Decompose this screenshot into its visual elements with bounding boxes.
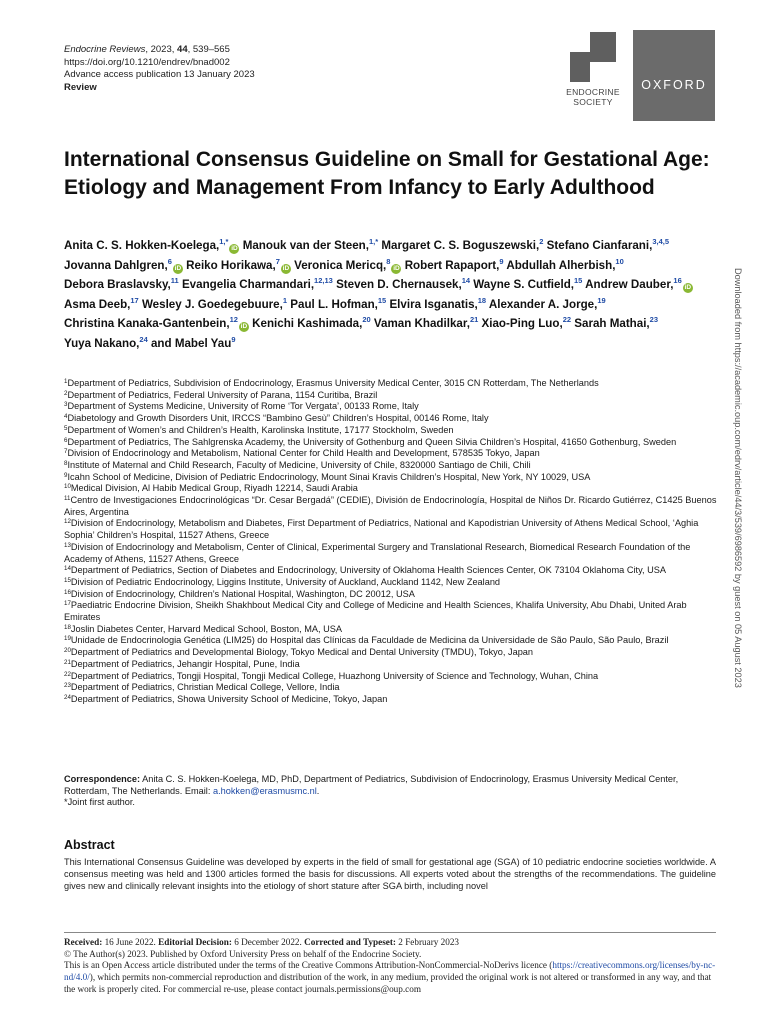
author-name[interactable] [547, 239, 669, 252]
affiliation-text: Department of Pediatrics, Subdivision of Endocrinology, Erasmus University Medical Center, 3015 CN Rotterdam, The Netherlands [67, 378, 599, 388]
affiliation-number: 22 [64, 670, 71, 678]
license [64, 960, 716, 995]
correspondence-label: Correspondence: [64, 774, 141, 784]
affiliation-text: Division of Endocrinology and Metabolism, National Center for Child Health and Development, 578535 Tokyo, Japan [67, 448, 540, 459]
affiliation-number: 13 [64, 541, 71, 549]
affiliation-list [64, 378, 724, 706]
affiliation-number: 17 [64, 600, 71, 608]
affiliation-text: Department of Pediatrics, Jehangir Hospital, Pune, India [70, 658, 300, 669]
affiliation-text: Medical Division, Al Habib Medical Group, Riyadh 12214, Saudi Arabia [70, 483, 358, 494]
article-title: International Consensus Guideline on Small for Gestational Age: Etiology and Management From Infancy to Early Adulthood [64, 148, 710, 199]
author-affiliation-ref[interactable]: 14 [461, 276, 471, 286]
affiliation-number: 5 [64, 424, 68, 432]
author-affiliation-ref[interactable]: 12 [229, 315, 238, 325]
author-name[interactable] [389, 295, 487, 311]
author-name[interactable] [336, 278, 470, 291]
orcid-icon[interactable]: iD [684, 284, 692, 292]
logo-notch-2 [590, 62, 616, 82]
author-affiliation-ref[interactable]: 11 [170, 276, 179, 286]
author-affiliation-ref[interactable]: 9 [499, 256, 504, 266]
affiliation-item [64, 437, 724, 449]
author-affiliation-ref[interactable]: 24 [139, 334, 148, 344]
correspondence-body: Anita C. S. Hokken-Koelega, MD, PhD, Department of Pediatrics, Subdivision of Endocrinology, Erasmus University Medical Center, Rotterdam, The Netherlands. Email: [64, 774, 679, 796]
affiliation-text: Department of Pediatrics, Tongji Hospital, Tongji Medical College, Huazhong University of Science and Technology, Wuhan, China [70, 670, 599, 681]
author-name[interactable] [141, 295, 288, 311]
affiliation-item [64, 659, 724, 671]
article-type: Review [64, 81, 97, 93]
author-name[interactable] [64, 317, 249, 330]
affiliation-number: 20 [64, 647, 71, 655]
author-name[interactable] [243, 239, 378, 252]
affiliation-text: Centro de Investigaciones Endocrinológicas “Dr. Cesar Bergadá” (CEDIE), División de Endocrinología, Hospital de Niños Dr. Ricardo Gutiérrez, C1425 Buenos Aires, Argentina [64, 495, 717, 517]
author-text: Veronica Mericq, [294, 258, 387, 272]
doi-link[interactable]: https://doi.org/10.1210/endrev/bnad002 [64, 56, 230, 68]
affiliation-item [64, 600, 724, 623]
author-name[interactable] [290, 295, 387, 311]
affiliation-item [64, 401, 724, 413]
journal-name: Endocrine Reviews [64, 44, 146, 55]
author-text: Debora Braslavsky, [64, 278, 171, 292]
license-link[interactable]: https://creativecommons.org/licenses/by-nc-nd/4.0/ [64, 960, 716, 983]
author-name[interactable] [64, 295, 139, 311]
joint-author-note: *Joint first author. [64, 797, 135, 808]
affiliation-number: 3 [64, 401, 68, 409]
affiliation-item [64, 518, 724, 541]
affiliation-number: 19 [64, 635, 71, 643]
affiliation-item [64, 483, 724, 495]
author-text: Margaret C. S. Boguszewski, [381, 239, 540, 252]
decision-date: 6 December 2022. [231, 937, 305, 947]
affiliation-text: Joslin Diabetes Center, Harvard Medical School, Boston, MA, USA [70, 623, 343, 634]
author-name[interactable] [585, 278, 693, 291]
license-text: This is an Open Access article distributed under the terms of the Creative Commons Attribution-NonCommercial-NoDerivs licence ( [64, 960, 553, 971]
affiliation-number: 2 [64, 389, 68, 397]
author-affiliation-ref[interactable]: 9 [231, 334, 236, 344]
affiliation-item [64, 425, 724, 437]
author-affiliation-ref[interactable]: 2 [539, 237, 544, 246]
affiliation-item [64, 635, 724, 647]
copyright: © The Author(s) 2023. Published by Oxford University Press on behalf of the Endocrine Society. [64, 948, 422, 959]
author-affiliation-ref[interactable]: 18 [477, 295, 487, 305]
author-affiliation-ref[interactable]: 1 [282, 295, 288, 305]
citation-line [64, 44, 255, 57]
download-note: Downloaded from https://academic.oup.com/edrv/article/44/3/539/6986592 by guest on 05 August 2023 [733, 268, 743, 688]
affiliation-text: Division of Endocrinology, Metabolism and Diabetes, First Department of Pediatrics, National and Kapodistrian University of Athens Medical School, ‘Aghia Sophia’ Children’s Hospital, 11527 Athens, Greece [64, 518, 699, 541]
author-text: Paul L. Hofman, [290, 297, 378, 311]
affiliation-number: 7 [64, 448, 68, 456]
author-text: Christina Kanaka-Gantenbein, [64, 317, 230, 331]
affiliation-number: 23 [64, 682, 71, 690]
affiliation-item [64, 472, 724, 484]
license-text-end: ), which permits non-commercial reproduction and distribution of the work, in any medium, provided the original work is not altered or transformed in any way, and that the work is properly cited. For commercial re-use, please contact journals.permissions@oup.com [64, 972, 712, 994]
author-affiliation-ref[interactable]: 20 [362, 315, 371, 325]
affiliation-text: Unidade de Endocrinologia Genética (LIM25) do Hospital das Clínicas da Faculdade de Medicina da Universidade de São Paulo, São Paulo, Brazil [70, 635, 669, 646]
society-logo-text-1: ENDOCRINE [566, 87, 620, 97]
affiliation-number: 15 [64, 576, 71, 584]
orcid-icon[interactable]: iD [393, 264, 400, 272]
author-name[interactable] [574, 317, 658, 330]
author-affiliation-ref[interactable]: 8 [386, 256, 391, 266]
author-affiliation-ref[interactable]: 22 [562, 315, 572, 325]
author-name[interactable] [482, 317, 572, 330]
affiliation-number: 4 [64, 413, 68, 421]
affiliation-text: Division of Pediatric Endocrinology, Liggins Institute, University of Auckland, Auckland 1142, New Zealand [70, 576, 501, 587]
affiliation-item [64, 589, 724, 601]
affiliation-number: 12 [64, 518, 71, 526]
page-range: , 539–565 [187, 44, 230, 55]
author-text: Anita C. S. Hokken-Koelega, [64, 239, 220, 252]
affiliation-text: Diabetology and Growth Disorders Unit, IRCCS “Bambino Gesù” Children’s Hospital, 00146 Rome, Italy [67, 413, 489, 424]
author-affiliation-ref[interactable]: 23 [649, 315, 658, 325]
author-list [64, 236, 724, 354]
author-text: Jovanna Dahlgren, [64, 258, 168, 272]
affiliation-number: 14 [64, 565, 71, 573]
author-affiliation-ref[interactable]: 3,4,5 [652, 237, 669, 246]
affiliation-number: 11 [64, 495, 71, 503]
affiliation-text: Department of Systems Medicine, University of Rome ‘Tor Vergata’, 00133 Rome, Italy [67, 401, 419, 412]
affiliation-number: 1 [64, 378, 68, 385]
affiliation-text: Department of Pediatrics, Section of Diabetes and Endocrinology, University of Oklahoma Health Sciences Center, OK 73104 Oklahoma City, USA [70, 565, 666, 576]
affiliation-item [64, 495, 724, 518]
author-name[interactable] [182, 278, 333, 291]
author-affiliation-ref[interactable]: 17 [130, 295, 139, 305]
author-affiliation-ref[interactable]: 12,13 [314, 276, 333, 286]
author-text: Alexander A. Jorge, [488, 297, 598, 311]
affiliation-item [64, 413, 724, 425]
citation-year: , 2023, [145, 44, 178, 55]
affiliation-text: Department of Pediatrics, Federal University of Parana, 1154 Curitiba, Brazil [67, 389, 378, 400]
corrected-date: 2 February 2023 [396, 937, 460, 947]
author-text: Andrew Dauber, [585, 278, 674, 292]
affiliation-item [64, 624, 724, 636]
author-affiliation-ref[interactable]: 21 [469, 315, 479, 325]
author-affiliation-ref[interactable]: 1,* [219, 237, 229, 246]
affiliation-item [64, 647, 724, 659]
affiliation-item [64, 460, 724, 472]
author-text: Wesley J. Goedegebuure, [141, 297, 283, 311]
author-text: Elvira Isganatis, [389, 297, 478, 311]
affiliation-text: Department of Pediatrics, Christian Medical College, Vellore, India [70, 682, 340, 693]
correspondence [64, 774, 724, 809]
author-name[interactable] [64, 334, 148, 350]
history-line [64, 937, 716, 949]
abstract-text: This International Consensus Guideline was developed by experts in the field of small for gestational age (SGA) of 10 pediatric endocrine societies worldwide. A consensus meeting was held and 1300 articles formed the basis for discussions. All experts voted about the strengths of the recommendations. The guideline gives new and clinically relevant insights into the etiology of short stature after SGA birth, including novel [64, 857, 716, 892]
download-sidebar [732, 268, 744, 758]
author-name[interactable] [150, 334, 236, 350]
orcid-icon[interactable]: iD [174, 264, 182, 272]
logo-notch [570, 32, 590, 52]
orcid-icon[interactable]: iD [231, 245, 238, 252]
affiliation-item [64, 565, 724, 577]
affiliation-item [64, 542, 724, 565]
author-text: Kenichi Kashimada, [252, 317, 363, 331]
affiliation-text: Division of Endocrinology and Metabolism, Center of Clinical, Experimental Surgery and Translational Research, Biomedical Research Foundation of the Academy of Athens, 11527 Athens, Greece [64, 541, 691, 564]
author-affiliation-ref[interactable]: 7 [275, 256, 280, 266]
author-text: Sarah Mathai, [574, 317, 650, 331]
decision-label: Editorial Decision: [158, 937, 232, 947]
orcid-icon[interactable]: iD [282, 264, 290, 272]
author-affiliation-ref[interactable]: 1,* [368, 237, 379, 246]
affiliation-number: 8 [64, 459, 68, 467]
author-name[interactable] [473, 278, 582, 291]
author-text: Asma Deeb, [64, 297, 131, 311]
article-footer [64, 937, 716, 996]
author-name[interactable] [506, 256, 624, 272]
affiliation-item [64, 682, 724, 694]
author-affiliation-ref[interactable]: 16 [673, 276, 682, 286]
author-text: Abdullah Alherbish, [506, 258, 616, 272]
author-affiliation-ref[interactable]: 6 [167, 256, 172, 266]
affiliation-text: Icahn School of Medicine, Division of Pediatric Endocrinology, Mount Sinai Kravis Children’s Hospital, New York, NY 10029, USA [67, 471, 591, 482]
author-name[interactable] [252, 317, 371, 330]
abstract-heading: Abstract [64, 838, 115, 852]
author-name[interactable] [294, 256, 401, 272]
correspondence-end: . [316, 785, 320, 796]
author-affiliation-ref[interactable]: 19 [597, 295, 606, 305]
endocrine-society-logo [556, 32, 624, 122]
affiliation-item [64, 448, 724, 460]
author-text: Manouk van der Steen, [242, 239, 369, 252]
affiliation-text: Department of Women’s and Children’s Health, Karolinska Institute, 17177 Stockholm, Sweden [67, 424, 454, 435]
affiliation-number: 24 [64, 693, 71, 701]
affiliation-item [64, 671, 724, 683]
author-text: Steven D. Chernausek, [336, 278, 462, 292]
oxford-logo [633, 30, 715, 121]
author-text: Yuya Nakano, [64, 336, 140, 350]
society-logo-text-2: SOCIETY [573, 97, 613, 107]
received-label: Received: [64, 937, 103, 947]
affiliation-item [64, 390, 724, 402]
affiliation-number: 16 [64, 588, 71, 596]
author-affiliation-ref[interactable]: 15 [377, 295, 387, 305]
author-text: Reiko Horikawa, [186, 258, 276, 272]
author-name[interactable] [186, 256, 291, 272]
author-name[interactable] [64, 256, 183, 272]
received-date: 16 June 2022. [102, 937, 159, 947]
oxford-logo-text: OXFORD [641, 78, 707, 92]
orcid-icon[interactable]: iD [240, 323, 248, 331]
affiliation-number: 9 [64, 471, 68, 479]
author-affiliation-ref[interactable]: 15 [574, 276, 583, 286]
author-name[interactable] [64, 239, 239, 252]
volume: 44 [177, 44, 188, 55]
affiliation-text: Department of Pediatrics, Showa University School of Medicine, Tokyo, Japan [70, 693, 388, 704]
author-text: Wayne S. Cutfield, [473, 278, 575, 292]
affiliation-text: Division of Endocrinology, Children’s National Hospital, Washington, DC 20012, USA [70, 588, 415, 599]
affiliation-text: Department of Pediatrics and Developmental Biology, Tokyo Medical and Dental University (TMDU), Tokyo, Japan [70, 647, 534, 658]
author-affiliation-ref[interactable]: 10 [615, 256, 624, 266]
affiliation-text: Institute of Maternal and Child Research, Faculty of Medicine, University of Chile, 8320000 Santiago de Chili, Chili [67, 459, 531, 470]
advance-access: Advance access publication 13 January 2023 [64, 69, 255, 81]
author-text: Stefano Cianfarani, [546, 239, 653, 252]
affiliation-text: Department of Pediatrics, The Sahlgrenska Academy, the University of Gothenburg and Queen Silvia Children’s Hospital, 41650 Gothenburg, Sweden [67, 436, 677, 447]
journal-meta [64, 44, 255, 94]
affiliation-number: 21 [64, 658, 71, 666]
footer-divider [64, 932, 716, 933]
affiliation-item [64, 378, 724, 390]
affiliation-number: 18 [64, 623, 71, 631]
author-text: Evangelia Charmandari, [181, 278, 315, 292]
author-name[interactable] [374, 317, 478, 330]
affiliation-item [64, 694, 724, 706]
author-text: Xiao-Ping Luo, [481, 317, 563, 331]
affiliation-number: 10 [64, 483, 71, 491]
affiliation-item [64, 577, 724, 589]
affiliation-number: 6 [64, 436, 68, 444]
author-text: and Mabel Yau [150, 336, 232, 350]
author-text: Vaman Khadilkar, [373, 317, 470, 331]
author-text: Robert Rapaport, [404, 258, 500, 272]
affiliation-text: Paediatric Endocrine Division, Sheikh Shakhbout Medical City and College of Medicine and Health Sciences, Khalifa University, Abu Dhabi, United Arab Emirates [64, 600, 687, 623]
corrected-label: Corrected and Typeset: [304, 937, 396, 947]
author-name[interactable] [64, 278, 179, 291]
email-link[interactable]: a.hokken@erasmusmc.nl [212, 785, 317, 796]
author-name[interactable] [488, 295, 606, 311]
author-name[interactable] [404, 256, 504, 272]
correspondence-text [64, 774, 724, 797]
author-name[interactable] [381, 239, 543, 252]
